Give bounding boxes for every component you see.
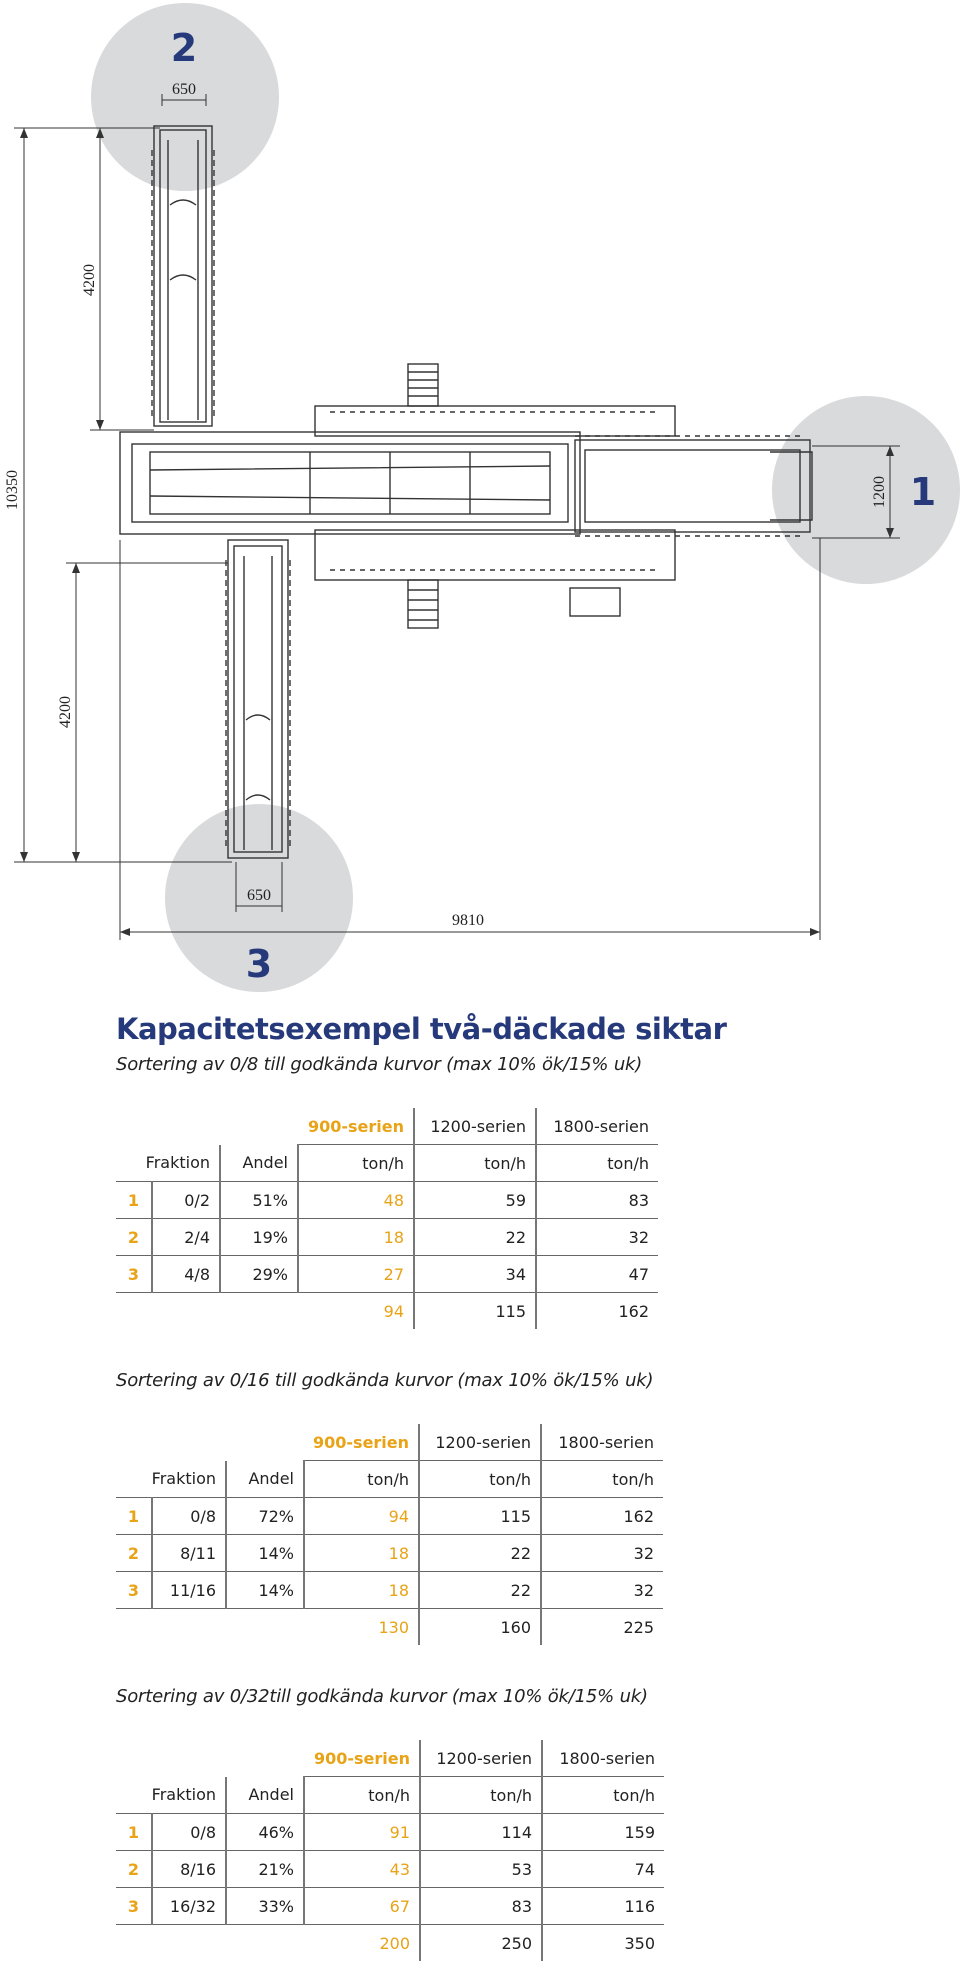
- cell-900: 94: [304, 1498, 419, 1535]
- total-1200: 160: [419, 1609, 541, 1646]
- cell-1800: 47: [536, 1256, 658, 1293]
- total-900: 200: [304, 1925, 420, 1961]
- column-label-row: [116, 1777, 664, 1814]
- total-1200: 115: [414, 1293, 536, 1330]
- cell-1800: 83: [536, 1182, 658, 1219]
- cell-1800: 162: [541, 1498, 663, 1535]
- dim-top-width: 650: [172, 81, 196, 98]
- col-tonh-1200: ton/h: [414, 1145, 536, 1182]
- cell-1200: 83: [420, 1888, 542, 1925]
- cell-1800: 74: [542, 1851, 664, 1888]
- table-row: [116, 1182, 658, 1219]
- col-tonh-900: ton/h: [298, 1145, 414, 1182]
- table-row: [116, 1851, 664, 1888]
- series-1200: 1200-serien: [419, 1424, 541, 1461]
- col-tonh-1200: ton/h: [420, 1777, 542, 1814]
- cell-900: 43: [304, 1851, 420, 1888]
- totals-row: [116, 1925, 664, 1961]
- col-fraktion: Fraktion: [116, 1145, 220, 1182]
- dim-left-upper: 4200: [81, 264, 98, 296]
- cell-900: 27: [298, 1256, 414, 1293]
- cell-1200: 115: [419, 1498, 541, 1535]
- cell-1800: 116: [542, 1888, 664, 1925]
- cell-1200: 22: [419, 1535, 541, 1572]
- series-1200: 1200-serien: [414, 1108, 536, 1145]
- series-header-row: [116, 1740, 664, 1777]
- total-900: 130: [304, 1609, 419, 1646]
- series-900: 900-serien: [304, 1424, 419, 1461]
- cell-fraktion: 8/16: [152, 1851, 226, 1888]
- table1-subtitle: Sortering av 0/8 till godkända kurvor (max 10% ök/15% uk): [116, 1054, 642, 1075]
- col-tonh-1800: ton/h: [536, 1145, 658, 1182]
- total-1200: 250: [420, 1925, 542, 1961]
- row-number: 3: [116, 1888, 152, 1925]
- cell-andel: 14%: [226, 1572, 304, 1609]
- cell-fraktion: 0/8: [152, 1814, 226, 1851]
- cell-1800: 32: [541, 1572, 663, 1609]
- cell-andel: 46%: [226, 1814, 304, 1851]
- cell-andel: 19%: [220, 1219, 298, 1256]
- row-number: 2: [116, 1535, 152, 1572]
- table-row: [116, 1572, 663, 1609]
- row-number: 1: [116, 1182, 152, 1219]
- badge-number-right: 1: [910, 470, 936, 514]
- total-1800: 225: [541, 1609, 663, 1646]
- cell-fraktion: 4/8: [152, 1256, 220, 1293]
- row-number: 2: [116, 1219, 152, 1256]
- cell-andel: 29%: [220, 1256, 298, 1293]
- cell-andel: 33%: [226, 1888, 304, 1925]
- total-900: 94: [298, 1293, 414, 1330]
- machine-outline: [120, 126, 812, 858]
- series-header-row: [116, 1424, 663, 1461]
- column-label-row: [116, 1145, 658, 1182]
- badge-number-top: 2: [171, 26, 197, 70]
- dim-bottom-width: 650: [247, 887, 271, 904]
- cell-900: 48: [298, 1182, 414, 1219]
- cell-1200: 22: [419, 1572, 541, 1609]
- cell-900: 18: [304, 1572, 419, 1609]
- dim-overall-height: 10350: [4, 470, 21, 510]
- row-number: 1: [116, 1814, 152, 1851]
- badge-number-bottom: 3: [246, 942, 272, 986]
- capacity-table-3: [116, 1740, 664, 1961]
- table-row: [116, 1888, 664, 1925]
- cell-900: 18: [298, 1219, 414, 1256]
- dimension-lines: [14, 94, 900, 940]
- col-tonh-900: ton/h: [304, 1777, 420, 1814]
- series-900: 900-serien: [298, 1108, 414, 1145]
- dim-right-width: 1200: [871, 476, 888, 508]
- capacity-table-2: [116, 1424, 663, 1645]
- col-andel: Andel: [226, 1777, 304, 1814]
- series-header-row: [116, 1108, 658, 1145]
- cell-andel: 72%: [226, 1498, 304, 1535]
- col-fraktion: Fraktion: [116, 1777, 226, 1814]
- cell-fraktion: 0/2: [152, 1182, 220, 1219]
- series-1200: 1200-serien: [420, 1740, 542, 1777]
- page-heading: Kapacitetsexempel två-däckade siktar: [116, 1012, 726, 1046]
- cell-1800: 32: [536, 1219, 658, 1256]
- table-row: [116, 1814, 664, 1851]
- col-tonh-1200: ton/h: [419, 1461, 541, 1498]
- capacity-table-1: [116, 1108, 658, 1329]
- dim-left-lower: 4200: [57, 696, 74, 728]
- col-andel: Andel: [220, 1145, 298, 1182]
- total-1800: 350: [542, 1925, 664, 1961]
- table3-subtitle: Sortering av 0/32till godkända kurvor (max 10% ök/15% uk): [116, 1686, 648, 1707]
- row-number: 2: [116, 1851, 152, 1888]
- col-fraktion: Fraktion: [116, 1461, 226, 1498]
- cell-fraktion: 8/11: [152, 1535, 226, 1572]
- cell-fraktion: 0/8: [152, 1498, 226, 1535]
- cell-900: 67: [304, 1888, 420, 1925]
- table-row: [116, 1256, 658, 1293]
- totals-row: [116, 1609, 663, 1646]
- cell-andel: 51%: [220, 1182, 298, 1219]
- dim-overall-length: 9810: [452, 912, 484, 929]
- col-andel: Andel: [226, 1461, 304, 1498]
- totals-row: [116, 1293, 658, 1330]
- cell-900: 18: [304, 1535, 419, 1572]
- column-label-row: [116, 1461, 663, 1498]
- col-tonh-1800: ton/h: [541, 1461, 663, 1498]
- cell-fraktion: 16/32: [152, 1888, 226, 1925]
- row-number: 3: [116, 1256, 152, 1293]
- cell-1200: 114: [420, 1814, 542, 1851]
- col-tonh-900: ton/h: [304, 1461, 419, 1498]
- row-number: 3: [116, 1572, 152, 1609]
- series-1800: 1800-serien: [536, 1108, 658, 1145]
- series-900: 900-serien: [304, 1740, 420, 1777]
- series-1800: 1800-serien: [542, 1740, 664, 1777]
- cell-fraktion: 2/4: [152, 1219, 220, 1256]
- col-tonh-1800: ton/h: [542, 1777, 664, 1814]
- cell-andel: 14%: [226, 1535, 304, 1572]
- cell-1200: 34: [414, 1256, 536, 1293]
- cell-900: 91: [304, 1814, 420, 1851]
- series-1800: 1800-serien: [541, 1424, 663, 1461]
- cell-1800: 32: [541, 1535, 663, 1572]
- cell-1200: 53: [420, 1851, 542, 1888]
- cell-1200: 59: [414, 1182, 536, 1219]
- table-row: [116, 1535, 663, 1572]
- total-1800: 162: [536, 1293, 658, 1330]
- table-row: [116, 1498, 663, 1535]
- cell-1800: 159: [542, 1814, 664, 1851]
- cell-1200: 22: [414, 1219, 536, 1256]
- cell-andel: 21%: [226, 1851, 304, 1888]
- table2-subtitle: Sortering av 0/16 till godkända kurvor (max 10% ök/15% uk): [116, 1370, 653, 1391]
- table-row: [116, 1219, 658, 1256]
- cell-fraktion: 11/16: [152, 1572, 226, 1609]
- row-number: 1: [116, 1498, 152, 1535]
